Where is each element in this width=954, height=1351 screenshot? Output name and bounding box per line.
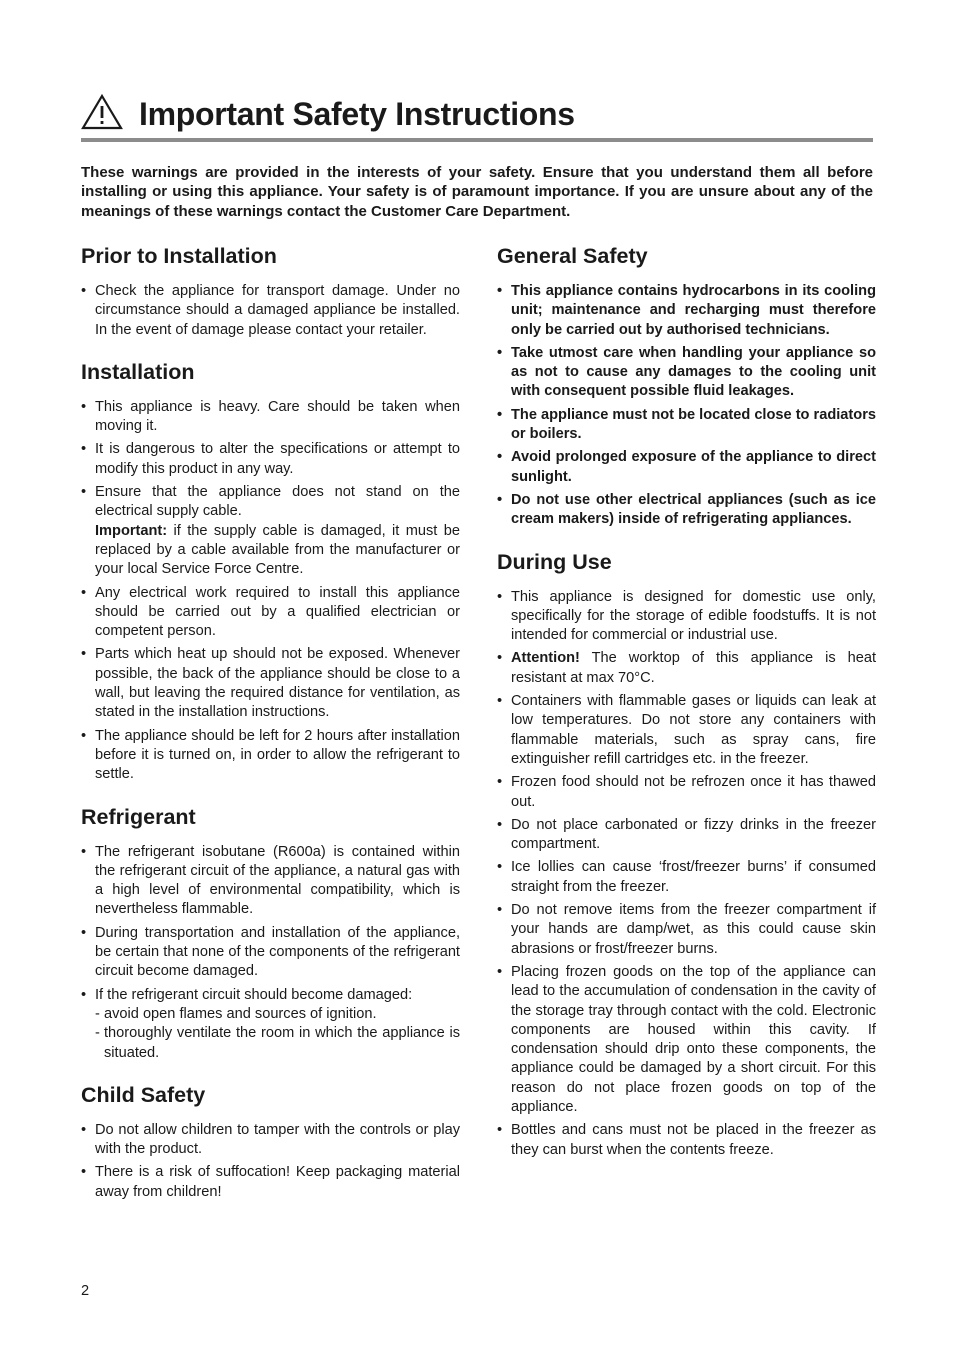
list-item: • Do not allow children to tamper with the controls or play with the product. xyxy=(81,1121,460,1160)
list-item: • It is dangerous to alter the specifications or attempt to modify this product in any way. xyxy=(81,440,460,479)
prior-to-installation-list xyxy=(81,282,460,340)
list-item: • Take utmost care when handling your appliance so as not to cause any damages to the cooling unit with consequent possible fluid leakages. xyxy=(497,344,876,402)
section-title-installation: Installation xyxy=(81,359,195,384)
list-item: • Do not place carbonated or fizzy drinks in the freezer compartment. xyxy=(497,816,876,855)
attention-label: Attention! xyxy=(511,650,580,667)
section-title-general-safety: General Safety xyxy=(497,244,648,268)
list-item: • Parts which heat up should not be exposed. Whenever possible, the back of the appliance should be close to a wall, but leaving the required distance for ventilation, as stated in the installation instructions. xyxy=(81,645,460,722)
section-title-during-use: During Use xyxy=(497,549,612,574)
list-item: • This appliance is heavy. Care should be taken when moving it. xyxy=(81,398,460,437)
list-item: • The refrigerant isobutane (R600a) is contained within the refrigerant circuit of the appliance, a natural gas with a high level of environmental compatibility, which is nevertheless flammable. xyxy=(81,843,460,920)
list-item: • Do not remove items from the freezer compartment if your hands are damp/wet, as this could cause skin abrasions or frost/freezer burns. xyxy=(497,901,876,959)
list-item: • The appliance should be left for 2 hours after installation before it is turned on, in order to allow the refrigerant to settle. xyxy=(81,727,460,785)
child-safety-list xyxy=(81,1121,460,1202)
page-number: 2 xyxy=(81,1283,90,1299)
list-item-text: • If the refrigerant circuit should become damaged: xyxy=(95,986,413,1003)
list-item xyxy=(81,986,460,1063)
list-item xyxy=(81,483,460,579)
right-column xyxy=(497,241,876,1164)
sub-list-item: - thoroughly ventilate the room in which the appliance is situated. xyxy=(95,1024,460,1063)
refrigerant-list xyxy=(81,843,460,1063)
important-text: if the supply cable is damaged, it must be replaced by a cable available from the manufacturer or your local Service Force Centre. xyxy=(95,522,460,578)
list-item: • This appliance is designed for domestic use only, specifically for the storage of edible foodstuffs. It is not intended for commercial or industrial use. xyxy=(497,588,876,646)
general-safety-list xyxy=(497,282,876,530)
sub-list-item: - avoid open flames and sources of ignition. xyxy=(95,1005,460,1024)
page-title: Important Safety Instructions xyxy=(139,96,575,132)
section-title-refrigerant: Refrigerant xyxy=(81,804,196,829)
list-item: • Frozen food should not be refrozen once it has thawed out. xyxy=(497,773,876,812)
attention-text: The worktop of this appliance is heat resistant at max 70°C. xyxy=(511,650,876,686)
list-item: • Ice lollies can cause ‘frost/freezer burns’ if consumed straight from the freezer. xyxy=(497,858,876,897)
list-item: • The appliance must not be located close to radiators or boilers. xyxy=(497,406,876,445)
list-item: • Placing frozen goods on the top of the appliance can lead to the accumulation of condensation in the cavity of the storage tray through contact with the cold. Electronic components are housed within this cavity. If condensation should drip onto these components, the appliance could be damaged by a short circuit. For this reason do not place frozen goods on top of the appliance. xyxy=(497,963,876,1117)
left-column xyxy=(81,241,460,1206)
list-item-text: • Ensure that the appliance does not stand on the electrical supply cable. xyxy=(95,484,460,520)
list-item: • This appliance contains hydrocarbons in its cooling unit; maintenance and recharging must therefore only be carried out by authorised technicians. xyxy=(497,282,876,340)
installation-list xyxy=(81,398,460,785)
section-title-child-safety: Child Safety xyxy=(81,1082,206,1107)
during-use-list xyxy=(497,588,876,1160)
intro-warning-text: These warnings are provided in the interests of your safety. Ensure that you understand them all before installing or using this appliance. Your safety is of paramount importance. If you are unsure about any of the meanings of these warnings contact the Customer Care Department. xyxy=(81,164,873,220)
warning-triangle-icon xyxy=(81,94,123,130)
list-item: • Containers with flammable gases or liquids can leak at low temperatures. Do not store any containers with flammable materials, such as spray cans, fire extinguisher refill cartridges etc. in the freezer. xyxy=(497,692,876,769)
list-item: • Avoid prolonged exposure of the appliance to direct sunlight. xyxy=(497,448,876,487)
list-item xyxy=(497,649,876,688)
list-item: • Do not use other electrical appliances (such as ice cream makers) inside of refrigerating appliances. xyxy=(497,491,876,530)
list-item: • There is a risk of suffocation! Keep packaging material away from children! xyxy=(81,1163,460,1202)
list-item: • During transportation and installation of the appliance, be certain that none of the components of the refrigerant circuit become damaged. xyxy=(81,924,460,982)
section-title-prior-to-installation: Prior to Installation xyxy=(81,244,277,268)
list-item: • Bottles and cans must not be placed in the freezer as they can burst when the contents freeze. xyxy=(497,1121,876,1160)
list-item: • Any electrical work required to install this appliance should be carried out by a qualified electrician or competent person. xyxy=(81,584,460,642)
list-item: • Check the appliance for transport damage. Under no circumstance should a damaged appliance be installed. In the event of damage please contact your retailer. xyxy=(81,282,460,340)
important-note xyxy=(95,522,460,580)
page-header xyxy=(81,92,873,142)
important-label: Important: xyxy=(95,522,168,539)
